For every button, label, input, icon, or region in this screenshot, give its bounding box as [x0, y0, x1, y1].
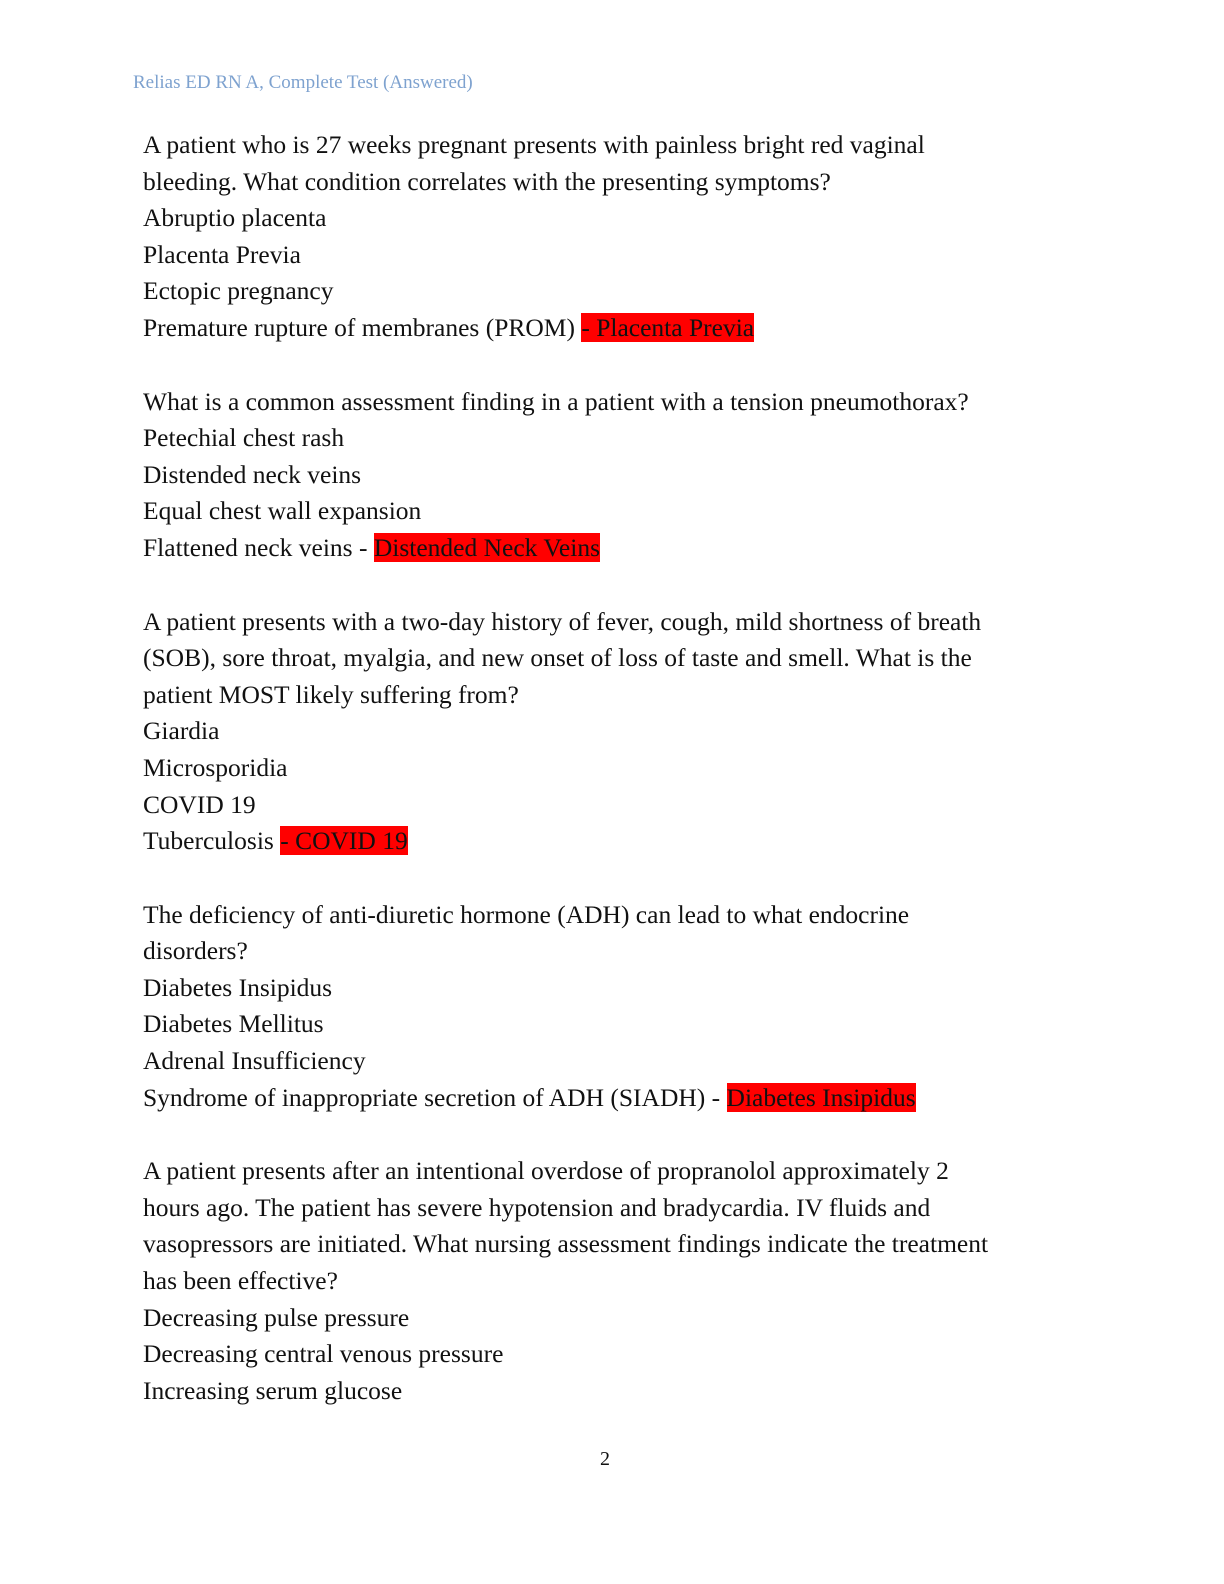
answer-option-with-key: [143, 823, 1083, 860]
answer-option: Petechial chest rash: [143, 423, 345, 453]
question-stem-line: disorders?: [143, 936, 248, 966]
correct-answer-highlight: Diabetes Insipidus: [726, 1082, 916, 1112]
answer-option: Diabetes Insipidus: [143, 972, 333, 1002]
page-number: 2: [600, 1448, 610, 1470]
question-1: [143, 127, 1083, 347]
answer-option-text: Flattened neck veins -: [143, 532, 374, 562]
page-header-title: Relias ED RN A, Complete Test (Answered): [133, 72, 473, 93]
correct-answer-highlight: - Placenta Previa: [581, 312, 755, 342]
question-stem-line: What is a common assessment finding in a patient with a tension pneumothorax?: [143, 386, 969, 416]
question-stem-line: hours ago. The patient has severe hypotension and bradycardia. IV fluids and: [143, 1192, 931, 1222]
answer-option: COVID 19: [143, 789, 256, 819]
answer-option: Giardia: [143, 716, 220, 746]
question-stem-line: vasopressors are initiated. What nursing assessment findings indicate the treatment: [143, 1229, 989, 1259]
answer-option-with-key: [143, 530, 1083, 567]
answer-option-text: Syndrome of inappropriate secretion of ADH (SIADH) -: [143, 1082, 727, 1112]
answer-option: Increasing serum glucose: [143, 1375, 403, 1405]
answer-option: Decreasing central venous pressure: [143, 1339, 504, 1369]
question-stem-line: bleeding. What condition correlates with the presenting symptoms?: [143, 166, 831, 196]
question-stem-line: A patient presents with a two-day history of fever, cough, mild shortness of breath: [143, 606, 982, 636]
question-stem-line: The deficiency of anti-diuretic hormone (ADH) can lead to what endocrine: [143, 899, 910, 929]
answer-option: Ectopic pregnancy: [143, 276, 334, 306]
answer-option: Microsporidia: [143, 752, 288, 782]
answer-option: Adrenal Insufficiency: [143, 1046, 366, 1076]
question-stem-line: A patient presents after an intentional overdose of propranolol approximately 2: [143, 1156, 949, 1186]
answer-option: Distended neck veins: [143, 459, 362, 489]
question-3: [143, 604, 1083, 860]
question-stem-line: A patient who is 27 weeks pregnant presents with painless bright red vaginal: [143, 130, 925, 159]
answer-option: Abruptio placenta: [143, 203, 327, 233]
answer-option-text: Premature rupture of membranes (PROM): [143, 312, 582, 342]
answer-option: Placenta Previa: [143, 239, 301, 269]
correct-answer-highlight: - COVID 19: [280, 826, 408, 856]
answer-option: Equal chest wall expansion: [143, 496, 422, 526]
question-stem-line: patient MOST likely suffering from?: [143, 679, 519, 709]
answer-option: Decreasing pulse pressure: [143, 1302, 410, 1332]
question-2: [143, 384, 1083, 567]
question-4: [143, 897, 1083, 1117]
correct-answer-highlight: Distended Neck Veins: [373, 532, 601, 562]
answer-option-text: Tuberculosis: [143, 826, 281, 856]
question-stem-line: has been effective?: [143, 1266, 338, 1296]
question-stem-line: (SOB), sore throat, myalgia, and new onset of loss of taste and smell. What is the: [143, 643, 972, 673]
question-5: [143, 1153, 1083, 1409]
answer-option-with-key: [143, 310, 1083, 347]
document-body: [143, 127, 1083, 1446]
answer-option-with-key: [143, 1080, 1083, 1117]
answer-option: Diabetes Mellitus: [143, 1009, 324, 1039]
